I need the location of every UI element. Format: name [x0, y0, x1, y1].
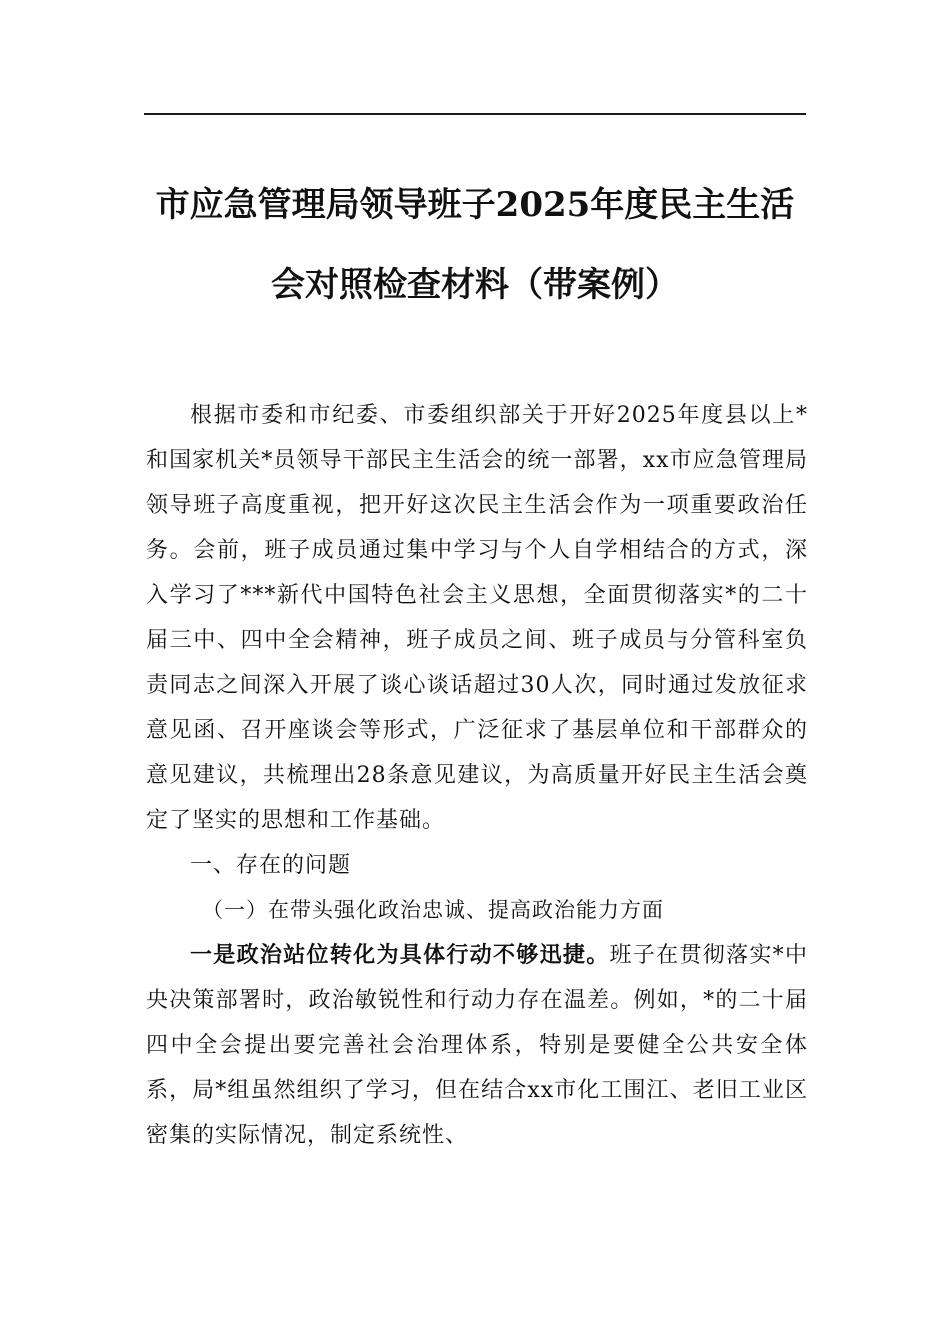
point-lead: 一是政治站位转化为具体行动不够迅捷。 — [190, 943, 610, 968]
document-title-line-2: 会对照检查材料（带案例） — [271, 265, 679, 305]
subsection-heading: （一）在带头强化政治忠诚、提高政治能力方面 — [202, 898, 664, 922]
section-heading: 一、存在的问题 — [190, 853, 352, 878]
document-title — [140, 165, 810, 325]
point-text: 班子在贯彻落实*中央决策部署时，政治敏锐性和行动力存在温差。例如，*的二十届四中全会提出要完善社会治理体系，特别是要健全公共安全体系，局*组虽然组织了学习，但在结合xx市化工围江、老旧工业区密集的实际情况，制定系统性、 — [146, 943, 808, 1148]
point-paragraph — [146, 933, 808, 1158]
intro-paragraph: 根据市委和市纪委、市委组织部关于开好2025年度县以上*和国家机关*员领导干部民主生活会的统一部署，xx市应急管理局领导班子高度重视，把开好这次民主生活会作为一项重要政治任务。会前，班子成员通过集中学习与个人自学相结合的方式，深入学习了***新代中国特色社会主义思想，全面贯彻落实*的二十届三中、四中全会精神，班子成员之间、班子成员与分管科室负责同志之间深入开展了谈心谈话超过30人次，同时通过发放征求意见函、召开座谈会等形式，广泛征求了基层单位和干部群众的意见建议，共梳理出28条意见建议，为高质量开好民主生活会奠定了坚实的思想和工作基础。 — [146, 403, 808, 833]
document-body — [146, 393, 808, 1158]
header-rule — [144, 113, 806, 115]
document-title-line-1: 市应急管理局领导班子2025年度民主生活 — [155, 185, 795, 225]
